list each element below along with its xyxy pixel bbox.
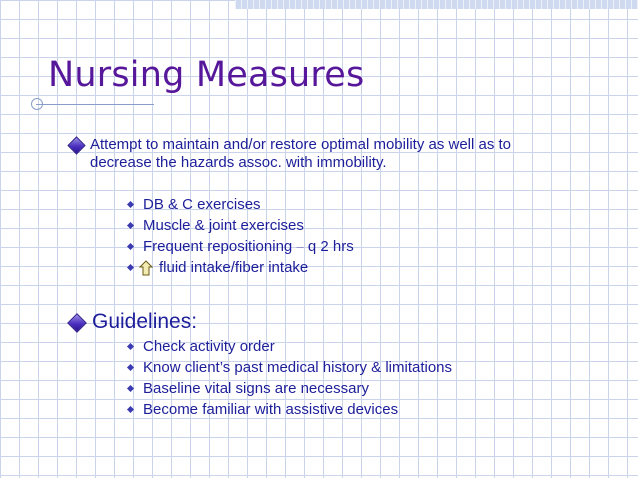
- sub-item-text: DB & C exercises: [143, 196, 261, 213]
- sub-item: [128, 380, 369, 397]
- small-diamond-bullet-icon: [127, 243, 134, 250]
- sub-item-text: fluid intake/fiber intake: [159, 259, 309, 276]
- sub-item: [128, 259, 308, 276]
- main-point-1: [70, 136, 570, 172]
- small-diamond-bullet-icon: [127, 222, 134, 229]
- main-point-2-text: Guidelines:: [92, 310, 198, 333]
- small-diamond-bullet-icon: [127, 385, 134, 392]
- diamond-bullet-icon: [67, 313, 87, 333]
- sub-item-text: Muscle & joint exercises: [143, 217, 304, 234]
- sub-item: [128, 238, 354, 255]
- title-rule: [36, 104, 154, 105]
- sub-item-text-before: Frequent repositioning: [143, 238, 297, 255]
- sub-item-text: Know client’s past medical history & limitations: [143, 359, 453, 376]
- small-diamond-bullet-icon: [127, 364, 134, 371]
- sub-item: [128, 359, 452, 376]
- small-diamond-bullet-icon: [127, 201, 134, 208]
- sub-item: [128, 196, 261, 213]
- sub-item: [128, 217, 304, 234]
- diamond-bullet-icon: [67, 136, 85, 154]
- dash-separator: –: [296, 239, 304, 254]
- sub-item-text-after: q 2 hrs: [303, 238, 354, 255]
- up-arrow-icon: [139, 260, 153, 276]
- sub-item-text: Become familiar with assistive devices: [143, 401, 399, 418]
- slide-title: Nursing Measures: [48, 55, 365, 95]
- small-diamond-bullet-icon: [127, 406, 134, 413]
- sub-item: [128, 338, 275, 355]
- sub-item-text: Check activity order: [143, 338, 275, 355]
- main-point-2: [70, 310, 197, 334]
- small-diamond-bullet-icon: [127, 264, 134, 271]
- small-diamond-bullet-icon: [127, 343, 134, 350]
- sub-item-text: Baseline vital signs are necessary: [143, 380, 369, 397]
- header-band: [235, 0, 638, 9]
- sub-item: [128, 401, 398, 418]
- main-point-1-text: Attempt to maintain and/or restore optimal mobility as well as to decrease the hazards assoc. with immobility.: [90, 136, 512, 171]
